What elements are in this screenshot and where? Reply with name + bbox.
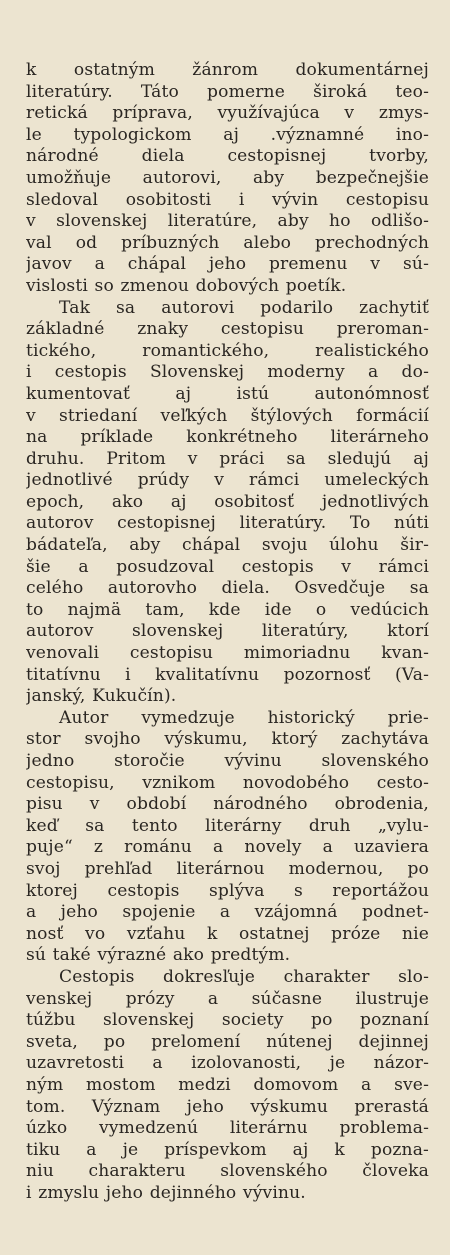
text-line: javov a chápal jeho premenu v sú-: [26, 254, 429, 275]
text-line: úzko vymedzenú literárnu problema-: [26, 1118, 429, 1139]
text-line: autorov slovenskej literatúry, ktorí: [26, 621, 429, 642]
text-line: tického, romantického, realistického: [26, 340, 429, 361]
text-line: venovali cestopisu mimoriadnu kvan-: [26, 643, 429, 664]
text-line: jedno storočie vývinu slovenského: [26, 751, 429, 771]
text-line: na príklade konkrétneho literárneho: [26, 427, 429, 448]
text-line: druhu. Pritom v práci sa sledujú aj: [26, 448, 429, 469]
text-line: Tak sa autorovi podarilo zachytiť: [59, 297, 429, 318]
text-line: sveta, po prelomení nútenej dejinnej: [26, 1031, 429, 1052]
text-line: to najmä tam, kde ide o vedúcich: [26, 599, 429, 620]
text-line: a jeho spojenie a vzájomná podnet-: [26, 902, 429, 923]
text-line: ným mostom medzi domovom a sve-: [26, 1074, 429, 1095]
text-line: pisu v období národného obrodenia,: [26, 794, 429, 815]
text-column: [26, 60, 429, 1204]
text-line: nosť vo vzťahu k ostatnej próze nie: [26, 923, 429, 944]
text-line: svoj prehľad literárnou modernou, po: [26, 858, 429, 879]
text-line: v striedaní veľkých štýlových formácií: [26, 405, 429, 426]
text-line: venskej prózy a súčasne ilustruje: [26, 988, 429, 1009]
text-line: epoch, ako aj osobitosť jednotlivých: [26, 491, 429, 512]
text-line: túžbu slovenskej society po poznaní: [26, 1010, 429, 1031]
text-line: tom. Význam jeho výskumu prerastá: [26, 1096, 429, 1117]
text-line: jednotlivé prúdy v rámci umeleckých: [26, 470, 429, 491]
text-line: umožňuje autorovi, aby bezpečnejšie: [26, 167, 429, 188]
paragraph: [26, 967, 429, 1205]
text-line: Autor vymedzuje historický prie-: [59, 707, 429, 728]
text-line: stor svojho výskumu, ktorý zachytáva: [26, 729, 429, 750]
paragraph: [26, 298, 429, 708]
text-line: puje“ z románu a novely a uzaviera: [26, 837, 429, 858]
text-line: sú také výrazné ako predtým.: [26, 945, 291, 966]
text-line: bádateľa, aby chápal svoju úlohu šir-: [26, 535, 429, 556]
paragraph: [26, 60, 429, 298]
text-line: kumentovať aj istú autonómnosť: [26, 383, 429, 404]
text-line: celého autorovho diela. Osvedčuje sa: [26, 578, 429, 599]
text-line: k ostatným žánrom dokumentárnej: [26, 60, 429, 80]
text-line: retická príprava, využívajúca v zmys-: [26, 103, 429, 124]
text-line: Cestopis dokresľuje charakter slo-: [59, 966, 429, 987]
text-line: cestopisu, vznikom novodobého cesto-: [26, 772, 429, 793]
text-line: tiku a je príspevkom aj k pozna-: [26, 1139, 429, 1160]
text-line: le typologickom aj .významné ino-: [26, 124, 429, 145]
text-line: i cestopis Slovenskej moderny a do-: [26, 362, 429, 383]
text-line: val od príbuzných alebo prechodných: [26, 232, 429, 253]
text-line: keď sa tento literárny druh „vylu-: [26, 815, 429, 836]
text-line: niu charakteru slovenského človeka: [26, 1161, 429, 1182]
text-line: ktorej cestopis splýva s reportážou: [26, 880, 429, 901]
text-line: základné znaky cestopisu preroman-: [26, 319, 429, 340]
text-line: titatívnu i kvalitatívnu pozornosť (Va-: [26, 664, 429, 685]
text-line: šie a posudzoval cestopis v rámci: [26, 556, 429, 577]
text-line: i zmyslu jeho dejinného vývinu.: [26, 1182, 306, 1203]
text-line: uzavretosti a izolovanosti, je názor-: [26, 1053, 429, 1074]
text-line: národné diela cestopisnej tvorby,: [26, 146, 429, 167]
text-line: sledoval osobitosti i vývin cestopisu: [26, 189, 429, 210]
text-line: janský, Kukučín).: [26, 686, 177, 707]
text-line: literatúry. Táto pomerne široká teo-: [26, 81, 429, 102]
text-line: autorov cestopisnej literatúry. To núti: [26, 513, 429, 534]
paragraph: [26, 708, 429, 967]
text-line: v slovenskej literatúre, aby ho odlišo-: [26, 211, 429, 232]
text-line: vislosti so zmenou dobových poetík.: [26, 275, 347, 296]
